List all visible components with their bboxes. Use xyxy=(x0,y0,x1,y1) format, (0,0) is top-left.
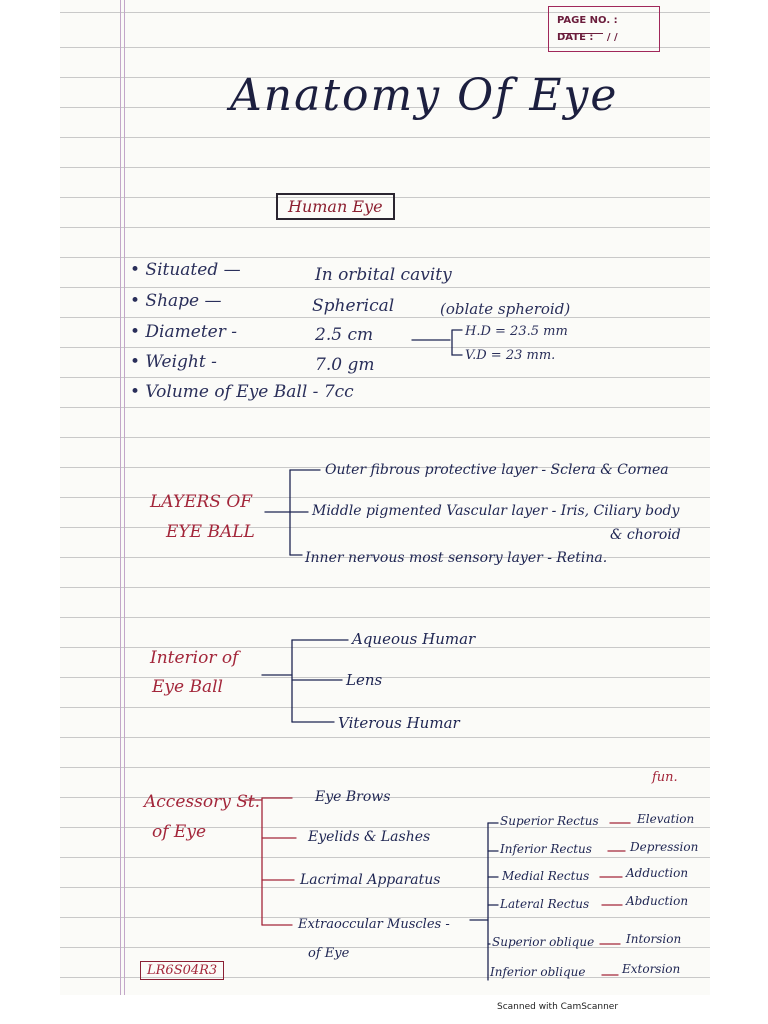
muscle-inferior-oblique-fn: Extorsion xyxy=(622,962,681,976)
muscle-superior-oblique: Superior oblique xyxy=(492,935,595,949)
muscle-superior-rectus-fn: Elevation xyxy=(637,812,695,826)
fact-weight-label: • Weight - xyxy=(130,352,217,372)
layers-heading-line2: EYE BALL xyxy=(166,522,255,542)
date-label: DATE : xyxy=(557,32,594,43)
fact-diameter-value: 2.5 cm xyxy=(315,325,374,345)
accessory-eyebrows: Eye Brows xyxy=(315,789,391,805)
layer-outer: Outer fibrous protective layer - Sclera & Cornea xyxy=(325,462,669,478)
accessory-lacrimal: Lacrimal Apparatus xyxy=(300,872,441,888)
fact-diameter-label: • Diameter - xyxy=(130,322,237,342)
muscle-medial-rectus: Medial Rectus xyxy=(502,869,590,883)
accessory-extraocular: Extraoccular Muscles - xyxy=(298,917,450,932)
page-no-label: PAGE NO. : xyxy=(557,15,618,26)
section-heading-human-eye: Human Eye xyxy=(276,193,395,220)
interior-lens: Lens xyxy=(346,671,383,689)
accessory-eyelids: Eyelids & Lashes xyxy=(308,829,431,845)
muscle-lateral-rectus-fn: Abduction xyxy=(626,894,689,908)
date-value: / / xyxy=(606,32,618,43)
interior-viterous: Viterous Humar xyxy=(338,714,460,732)
interior-heading-line2: Eye Ball xyxy=(152,677,223,697)
fact-volume: • Volume of Eye Ball - 7cc xyxy=(130,382,354,402)
fact-shape-note: (oblate spheroid) xyxy=(440,300,571,318)
page-title: Anatomy Of Eye xyxy=(230,70,619,121)
muscle-inferior-rectus: Inferior Rectus xyxy=(500,842,592,856)
layer-middle-cont: & choroid xyxy=(610,527,681,543)
function-label: fun. xyxy=(652,770,678,785)
fact-shape-value: Spherical xyxy=(312,296,395,316)
accessory-heading-line2: of Eye xyxy=(152,822,207,842)
fact-situated-label: • Situated — xyxy=(130,260,241,280)
muscle-inferior-rectus-fn: Depression xyxy=(630,840,699,854)
layers-heading-line1: LAYERS OF xyxy=(150,492,253,512)
fact-diameter-vd: V.D = 23 mm. xyxy=(465,348,556,363)
fact-shape-label: • Shape — xyxy=(130,291,222,311)
fact-weight-value: 7.0 gm xyxy=(315,355,375,375)
accessory-extraocular-cont: of Eye xyxy=(308,946,350,961)
fact-situated-value: In orbital cavity xyxy=(315,265,452,285)
accessory-heading-line1: Accessory St. xyxy=(144,792,261,812)
scanner-footer: Scanned with CamScanner xyxy=(497,1002,619,1012)
interior-aqueous: Aqueous Humar xyxy=(352,630,476,648)
fact-diameter-hd: H.D = 23.5 mm xyxy=(465,324,568,339)
code-stamp: LR6S04R3 xyxy=(140,961,224,980)
muscle-inferior-oblique: Inferior oblique xyxy=(490,965,586,979)
muscle-superior-rectus: Superior Rectus xyxy=(500,814,599,828)
muscle-medial-rectus-fn: Adduction xyxy=(626,866,689,880)
layer-inner: Inner nervous most sensory layer - Retina. xyxy=(305,550,608,566)
layer-middle: Middle pigmented Vascular layer - Iris, Ciliary body xyxy=(312,503,680,519)
muscle-superior-oblique-fn: Intorsion xyxy=(626,932,682,946)
interior-heading-line1: Interior of xyxy=(150,648,239,668)
muscle-lateral-rectus: Lateral Rectus xyxy=(500,897,590,911)
